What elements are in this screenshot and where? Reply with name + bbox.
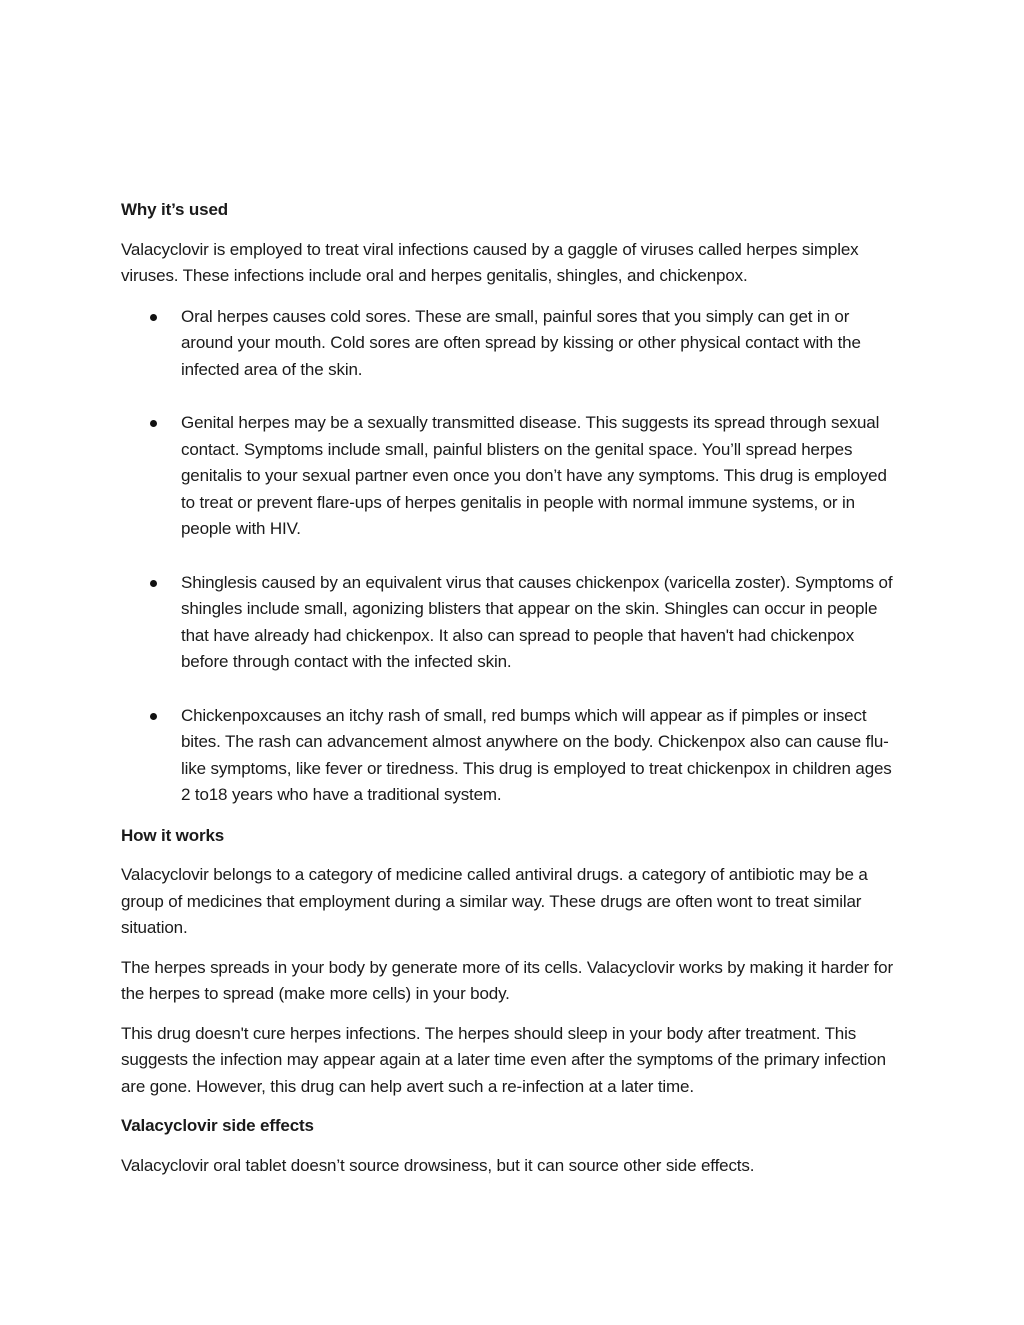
bullet-icon (150, 314, 157, 321)
list-item-genital-herpes (121, 410, 893, 543)
how-it-works-paragraph-3: This drug doesn't cure herpes infections. The herpes should sleep in your body after treatment. This suggests the infection may appear again at a later time even after the symptoms of the primary infection are gone. However, this drug can help avert such a re-infection at a later time. (121, 1023, 886, 1096)
why-used-intro-paragraph: Valacyclovir is employed to treat viral infections caused by a gaggle of viruses called herpes simplex viruses. These infections include oral and herpes genitalis, shingles, and chickenpox. (121, 239, 859, 285)
bullet-icon (150, 420, 157, 427)
section-heading-why-used: Why it’s used (121, 200, 228, 219)
list-item-oral-herpes (121, 304, 893, 384)
how-it-works-paragraph-2: The herpes spreads in your body by generate more of its cells. Valacyclovir works by making it harder for the herpes to spread (make more cells) in your body. (121, 957, 893, 1003)
list-item-chickenpox (121, 703, 893, 809)
side-effects-paragraph: Valacyclovir oral tablet doesn’t source drowsiness, but it can source other side effects. (121, 1155, 755, 1175)
section-heading-how-it-works: How it works (121, 825, 225, 845)
section-heading-side-effects: Valacyclovir side effects (121, 1116, 314, 1135)
conditions-bullet-list (121, 304, 911, 809)
bullet-text: Chickenpoxcauses an itchy rash of small, red bumps which will appear as if pimples or insect bites. The rash can advancement almost anywhere on the body. Chickenpox also can cause flu-like symptoms, like fever or tiredness. This drug is employed to treat chickenpox in children ages 2 to18 years who have a traditional system. (181, 705, 892, 804)
list-item-shingles (121, 570, 893, 676)
bullet-text: Genital herpes may be a sexually transmitted disease. This suggests its spread through sexual contact. Symptoms include small, painful blisters on the genital space. You’ll spread herpes genitalis to your sexual partner even once you don’t have any symptoms. This drug is employed to treat or prevent flare-ups of herpes genitalis in people with normal immune systems, or in people with HIV. (181, 413, 887, 538)
bullet-icon (150, 580, 157, 587)
bullet-text: Shinglesis caused by an equivalent virus that causes chickenpox (varicella zoster). Symptoms of shingles include small, agonizing blisters that appear on the skin. Shingles can occur in people that have already had chickenpox. It also can spread to people that haven't had chickenpox before through contact with the infected skin. (181, 572, 893, 671)
bullet-icon (150, 713, 157, 720)
how-it-works-paragraph-1: Valacyclovir belongs to a category of medicine called antiviral drugs. a category of antibiotic may be a group of medicines that employment during a similar way. These drugs are often wont to treat similar situation. (121, 865, 868, 937)
bullet-text: Oral herpes causes cold sores. These are small, painful sores that you simply can get in or around your mouth. Cold sores are often spread by kissing or other physical contact with the infected area of the skin. (181, 306, 861, 379)
document-body (121, 197, 911, 1179)
